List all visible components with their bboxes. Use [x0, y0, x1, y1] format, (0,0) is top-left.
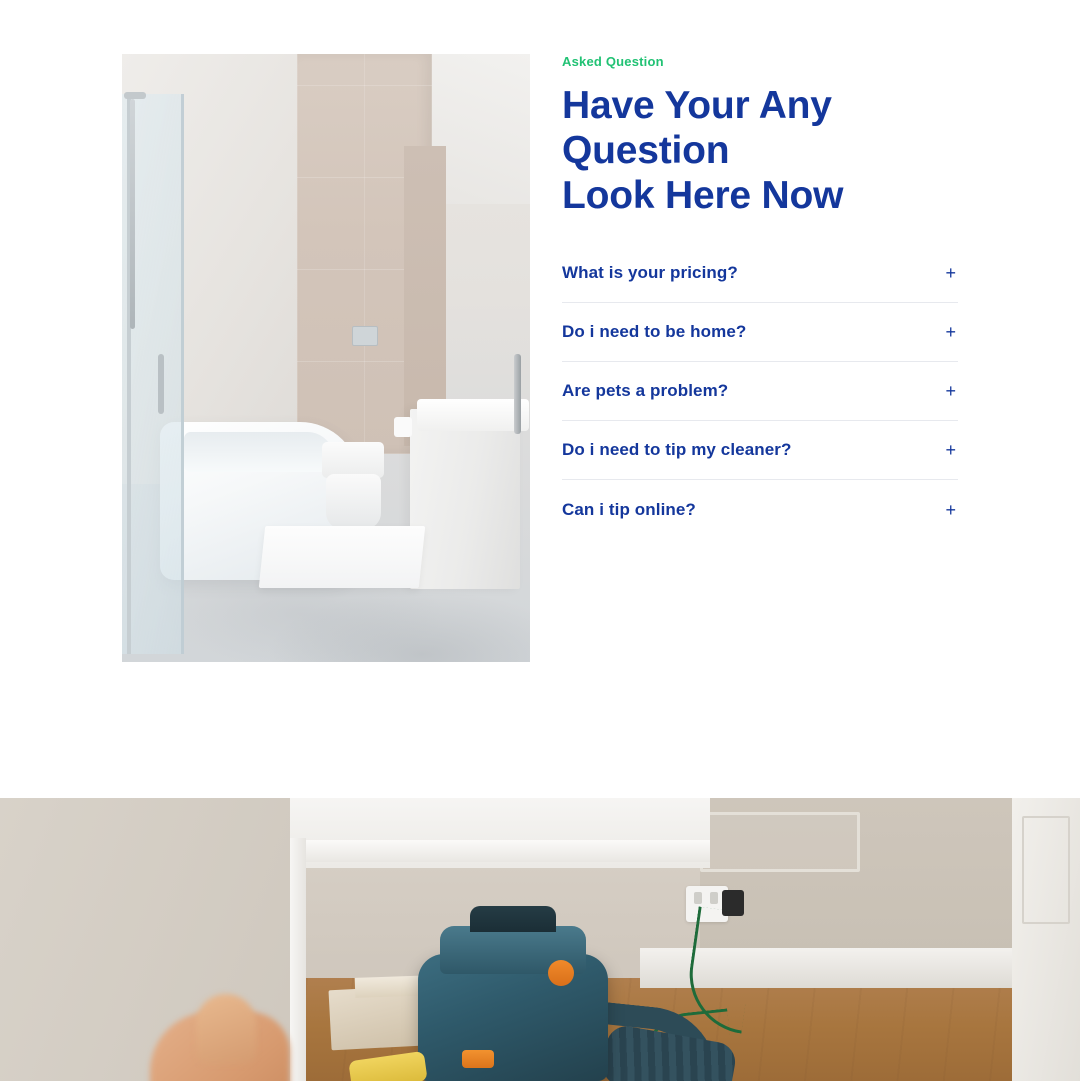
faq-content-column — [562, 54, 958, 539]
vacuum-dial — [548, 960, 574, 986]
shower-head-icon — [124, 92, 146, 99]
faucet-icon — [514, 354, 521, 434]
faq-item-pricing[interactable] — [562, 244, 958, 303]
faq-question-label: Do i need to tip my cleaner? — [562, 440, 792, 459]
bath-mat — [259, 526, 426, 588]
plus-icon[interactable]: + — [945, 381, 956, 401]
hand-foreground-thumb — [196, 994, 256, 1064]
faq-item-pets[interactable] — [562, 362, 958, 421]
shower-rail — [130, 99, 135, 329]
toilet-bowl — [326, 474, 381, 529]
sink-basin — [417, 399, 529, 431]
vanity-cabinet — [410, 409, 520, 589]
faq-question-label: Do i need to be home? — [562, 322, 747, 341]
faq-question-label: What is your pricing? — [562, 263, 738, 282]
bp-door-header — [290, 840, 710, 862]
vacuum-handle — [470, 906, 556, 932]
section-eyebrow: Asked Question — [562, 54, 664, 69]
faq-question-label: Are pets a problem? — [562, 381, 729, 400]
faq-question-label: Can i tip online? — [562, 499, 696, 519]
plus-icon[interactable]: + — [945, 499, 956, 520]
faq-item-tip-cleaner[interactable] — [562, 421, 958, 480]
faq-item-tip-online[interactable] — [562, 480, 958, 539]
toilet-tank — [322, 442, 384, 478]
plus-icon[interactable]: + — [945, 263, 956, 283]
bp-door-frame — [290, 838, 306, 1081]
plus-icon[interactable]: + — [945, 440, 956, 460]
bp-wall-molding — [700, 812, 860, 872]
plus-icon[interactable]: + — [945, 322, 956, 342]
headline-line-1: Have Your Any — [562, 84, 832, 127]
headline-line-3: Look Here Now — [562, 174, 844, 217]
toilet-paper — [394, 417, 412, 437]
bathroom-photo-scene — [122, 54, 530, 662]
page-title — [562, 83, 958, 218]
vacuum-cleaning-photo — [0, 798, 1080, 1081]
wall-niche — [352, 326, 378, 346]
faq-accordion — [562, 244, 958, 539]
towel-rail — [158, 354, 164, 414]
vacuum-latch — [462, 1050, 494, 1068]
bp-right-door-panel — [1022, 816, 1070, 924]
bathtub-rim — [184, 432, 334, 472]
headline-line-2: Question — [562, 129, 730, 172]
faq-item-be-home[interactable] — [562, 303, 958, 362]
bathroom-photo — [122, 54, 530, 662]
